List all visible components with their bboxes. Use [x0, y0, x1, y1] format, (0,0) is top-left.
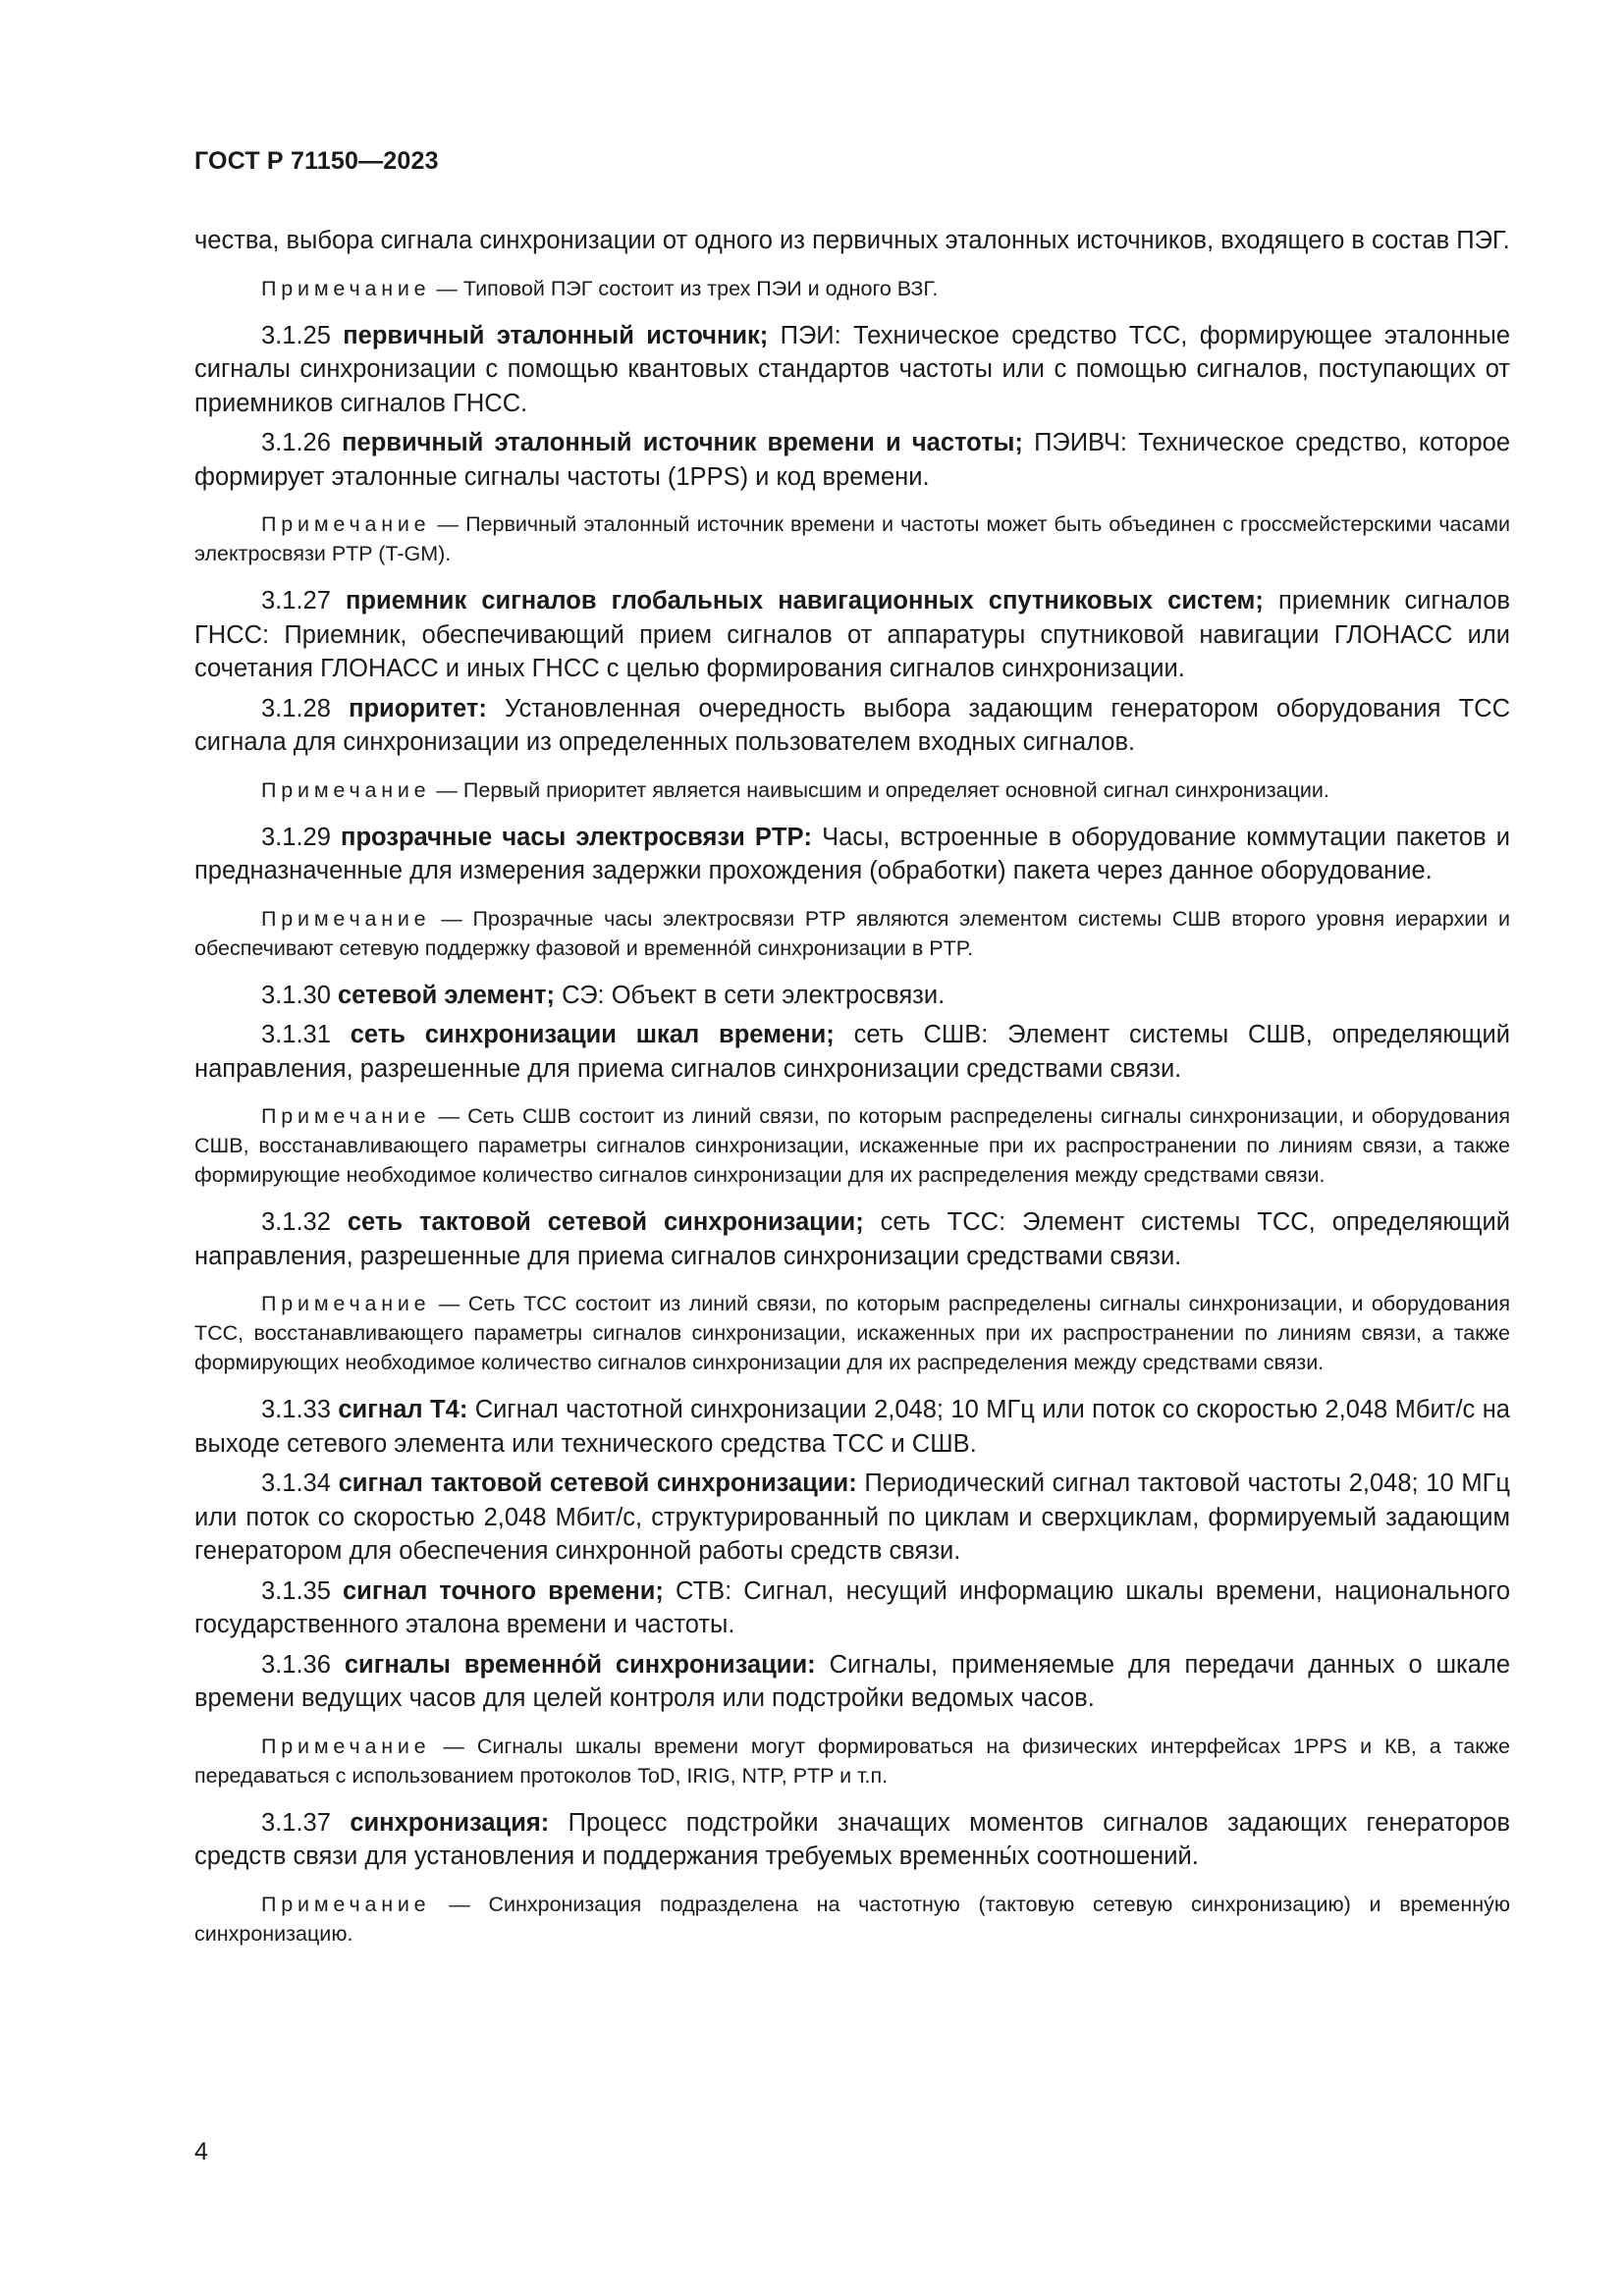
term-name: приемник сигналов глобальных навигационных спутниковых систем;	[346, 587, 1264, 614]
term-text: Процесс подстройки значащих моментов сигналов задающих генераторов средств связи для установления и поддержания требуемых временны́х соотношений.	[194, 1808, 1510, 1870]
note-dash: —	[430, 276, 463, 300]
term-text: сеть СШВ: Элемент системы СШВ, определяющий направления, разрешенные для приема сигналов синхронизации средствами связи.	[194, 1021, 1510, 1083]
term-number: 3.1.36	[261, 1650, 331, 1679]
term-number: 3.1.28	[261, 694, 331, 722]
term-number: 3.1.33	[261, 1396, 331, 1423]
term-name: прозрачные часы электросвязи PTP:	[341, 823, 812, 851]
term-text: ПЭИВЧ: Техническое средство, которое формирует эталонные сигналы частоты (1PPS) и код времени.	[194, 429, 1510, 491]
note-paragraph	[194, 775, 1510, 805]
note-dash: —	[430, 777, 463, 802]
term-definition	[194, 426, 1510, 494]
term-text: СЭ: Объект в сети электросвязи.	[562, 981, 946, 1009]
note-dash: —	[430, 1292, 468, 1315]
term-name: сигнал тактовой сетевой синхронизации:	[338, 1469, 857, 1497]
term-definition	[194, 979, 1510, 1013]
term-number: 3.1.32	[261, 1208, 331, 1236]
term-number: 3.1.30	[261, 981, 331, 1009]
note-label: Примечание	[261, 1292, 431, 1315]
term-name: сигнал точного времени;	[343, 1576, 664, 1605]
note-dash: —	[430, 1734, 477, 1758]
note-paragraph	[194, 1732, 1510, 1790]
term-text: Сигналы, применяемые для передачи данных о шкале времени ведущих часов для целей контроля или подстройки ведомых часов.	[194, 1650, 1511, 1712]
note-label: Примечание	[261, 276, 431, 300]
note-label: Примечание	[261, 512, 431, 536]
term-name: сигналы временно́й синхронизации:	[344, 1650, 816, 1679]
term-number: 3.1.37	[261, 1808, 331, 1837]
note-label: Примечание	[261, 777, 431, 802]
page-number: 4	[194, 2138, 208, 2165]
term-text: ПЭИ: Техническое средство ТСС, формирующее эталонные сигналы синхронизации с помощью квантовых стандартов частоты или с помощью сигналов, поступающих от приемников сигналов ГНСС.	[194, 321, 1511, 417]
note-dash: —	[430, 512, 466, 536]
note-paragraph	[194, 904, 1510, 963]
note-text: Сеть СШВ состоит из линий связи, по которым распределены сигналы синхронизации, и оборудования СШВ, восстанавливающего параметры сигналов синхронизации, искаженные при их распространении по линиям связи, а также формирующие необходимое количество сигналов синхронизации для их распределения между средствами связи.	[194, 1104, 1510, 1187]
term-name: первичный эталонный источник;	[343, 321, 769, 349]
term-name: сеть тактовой сетевой синхронизации;	[347, 1208, 864, 1236]
term-name: сеть синхронизации шкал времени;	[350, 1021, 835, 1048]
note-text: Сеть ТСС состоит из линий связи, по которым распределены сигналы синхронизации, и оборудования ТСС, восстанавливающего параметры сигналов синхронизации, искаженных при их распространении по линиям связи, а также формирующих необходимое количество сигналов синхронизации для их распределения между средствами связи.	[194, 1292, 1510, 1374]
term-definition	[194, 1648, 1510, 1716]
note-paragraph	[194, 1289, 1510, 1377]
note-label: Примечание	[261, 906, 431, 931]
term-number: 3.1.35	[261, 1576, 331, 1605]
note-text: Сигналы шкалы времени могут формироваться на физических интерфейсах 1PPS и КВ, а также передаваться с использованием протоколов ToD, IRIG, NTP, PTP и т.п.	[194, 1734, 1510, 1788]
note-paragraph	[194, 274, 1510, 303]
note-text: Первичный эталонный источник времени и частоты может быть объединен с гроссмейстерскими часами электросвязи PTP (T-GM).	[194, 512, 1510, 565]
term-text: приемник сигналов ГНСС: Приемник, обеспечивающий прием сигналов от аппаратуры спутниковой навигации ГЛОНАСС или сочетания ГЛОНАСС и иных ГНСС с целью формирования сигналов синхронизации.	[194, 587, 1511, 682]
term-text: СТВ: Сигнал, несущий информацию шкалы времени, национального государственного эталона времени и частоты.	[194, 1576, 1510, 1638]
document-header: ГОСТ Р 71150—2023	[194, 147, 439, 175]
term-number: 3.1.26	[261, 429, 331, 456]
term-text: Сигнал частотной синхронизации 2,048; 10 МГц или поток со скоростью 2,048 Мбит/с на выходе сетевого элемента или технического средства ТСС и СШВ.	[194, 1396, 1510, 1458]
note-paragraph	[194, 1890, 1510, 1949]
note-label: Примечание	[261, 1734, 431, 1758]
document-body	[194, 224, 1510, 1964]
term-text: Установленная очередность выбора задающим генератором оборудования ТСС сигнала для синхронизации из определенных пользователем входных сигналов.	[194, 694, 1511, 756]
term-definition	[194, 821, 1510, 888]
term-number: 3.1.29	[261, 823, 331, 851]
term-name: первичный эталонный источник времени и частоты;	[342, 429, 1023, 456]
term-definition	[194, 584, 1510, 686]
term-name: синхронизация:	[350, 1808, 550, 1837]
note-dash: —	[430, 1104, 468, 1128]
term-text: сеть ТСС: Элемент системы ТСС, определяющий направления, разрешенные для приема сигналов синхронизации средствами связи.	[194, 1208, 1510, 1270]
note-paragraph	[194, 1101, 1510, 1190]
term-definition	[194, 1393, 1510, 1461]
note-text: Прозрачные часы электросвязи PTP являются элементом системы СШВ второго уровня иерархии и обеспечивают сетевую поддержку фазовой и временно́й синхронизации в PTP.	[194, 906, 1510, 960]
term-definition	[194, 692, 1510, 760]
term-definition	[194, 319, 1510, 421]
term-number: 3.1.27	[261, 587, 331, 614]
term-definition	[194, 1205, 1510, 1273]
term-name: сигнал Т4:	[338, 1396, 468, 1423]
continued-paragraph: чества, выбора сигнала синхронизации от одного из первичных эталонных источников, входящего в состав ПЭГ.	[194, 227, 1510, 254]
term-definition	[194, 1018, 1510, 1086]
note-paragraph	[194, 509, 1510, 568]
note-dash: —	[430, 1892, 489, 1916]
term-text: Часы, встроенные в оборудование коммутации пакетов и предназначенные для измерения задержки прохождения (обработки) пакета через данное оборудование.	[194, 823, 1510, 884]
note-label: Примечание	[261, 1892, 431, 1916]
term-name: сетевой элемент;	[338, 981, 555, 1009]
term-text: Периодический сигнал тактовой частоты 2,048; 10 МГц или поток со скоростью 2,048 Мбит/с, структурированный по циклам и сверхциклам, формируемый задающим генератором для обеспечения синхронной работы средств связи.	[194, 1469, 1510, 1565]
note-text: Первый приоритет является наивысшим и определяет основной сигнал синхронизации.	[462, 777, 1329, 802]
term-name: приоритет:	[349, 694, 487, 722]
term-definition	[194, 1806, 1510, 1874]
note-label: Примечание	[261, 1104, 431, 1128]
term-definition	[194, 1467, 1510, 1569]
term-number: 3.1.31	[261, 1021, 331, 1048]
term-number: 3.1.34	[261, 1469, 331, 1497]
note-text: Синхронизация подразделена на частотную (тактовую сетевую синхронизацию) и временну́ю синхронизацию.	[194, 1892, 1510, 1946]
note-dash: —	[430, 906, 473, 931]
term-definition	[194, 1575, 1510, 1642]
note-text: Типовой ПЭГ состоит из трех ПЭИ и одного ВЗГ.	[462, 276, 939, 300]
term-number: 3.1.25	[261, 321, 331, 349]
